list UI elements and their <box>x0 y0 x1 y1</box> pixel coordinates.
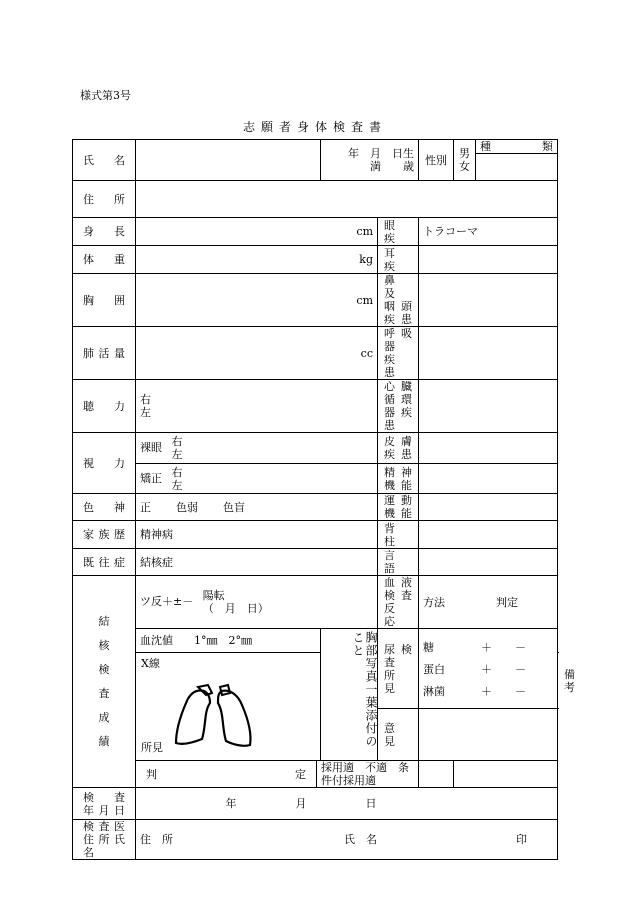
ear-disease-field[interactable] <box>419 246 558 274</box>
seal-label: 印 <box>516 833 527 846</box>
urine-item-list <box>423 637 553 703</box>
sex-field[interactable] <box>454 140 476 181</box>
hearing-left: 左 <box>140 406 151 419</box>
type-cell[interactable] <box>476 140 558 181</box>
method-label: 方法 <box>423 595 445 609</box>
exam-day: 日 <box>365 797 377 810</box>
urine-gonococcus-minus[interactable]: － <box>515 685 526 698</box>
respiratory-label <box>378 327 419 380</box>
spine-label: 背 柱 <box>378 521 419 549</box>
nose-throat-label <box>378 274 419 327</box>
hearing-label: 聴 力 <box>73 380 136 433</box>
cardio-label-line1: 心臓循環 <box>384 380 412 406</box>
cardio-field[interactable] <box>419 380 558 433</box>
urine-protein: 蛋白 <box>423 663 445 676</box>
exam-month: 月 <box>295 797 307 810</box>
respiratory-label-line1: 呼吸器 <box>384 327 412 353</box>
sex-female: 女 <box>459 160 470 173</box>
vision-naked-field[interactable] <box>136 433 378 464</box>
family-history-field[interactable] <box>136 521 378 549</box>
ear-disease-label: 耳 疾 <box>378 246 419 274</box>
lungs-diagram <box>168 681 258 761</box>
height-unit: cm <box>356 225 373 238</box>
chest-field[interactable] <box>136 274 378 327</box>
xray-field[interactable] <box>136 653 321 761</box>
chest-unit: cm <box>356 293 373 307</box>
height-label: 身 長 <box>73 218 136 246</box>
mental-function-label: 精神機能 <box>378 464 419 494</box>
decision-field[interactable] <box>317 761 419 788</box>
tb-results-text: 結核検査成績 <box>98 614 110 748</box>
chest-label: 胸 囲 <box>73 274 136 327</box>
vision-naked-label: 裸眼 <box>140 441 162 454</box>
decision-extra-field-2[interactable] <box>454 761 558 788</box>
respiratory-label-line2: 疾 患 <box>384 353 406 379</box>
mental-illness-text: 精神病 <box>140 528 173 541</box>
urine-label-line1: 尿検査 <box>384 642 412 669</box>
urine-protein-plus[interactable]: ＋ <box>481 663 492 676</box>
document-title: 志願者身体検査書 <box>242 120 387 134</box>
exam-date-label-line2: 年月日 <box>83 803 125 817</box>
lung-capacity-label: 肺活量 <box>73 327 136 380</box>
height-field[interactable] <box>136 218 378 246</box>
decision-label: 判 定 <box>136 761 317 788</box>
nose-label-line2: 咽頭疾患 <box>384 300 412 326</box>
vision-corrected-field[interactable] <box>136 464 378 494</box>
vision-corrected-label: 矯正 <box>140 471 162 485</box>
decision-extra-field[interactable] <box>419 761 454 788</box>
exam-date-label-line1: 検 査 <box>83 790 125 804</box>
color-blind[interactable]: 色盲 <box>223 500 245 514</box>
speech-label: 言 語 <box>378 549 419 576</box>
vision-label: 視 力 <box>73 433 136 494</box>
vision-naked-left: 左 <box>171 448 183 461</box>
xray-findings-label: 所見 <box>141 741 163 754</box>
tuberculin-label: ツ反＋±－ <box>140 595 194 608</box>
color-normal[interactable]: 正 <box>140 500 151 514</box>
mental-function-field[interactable] <box>419 464 558 494</box>
cardio-label-line2: 器疾患 <box>384 406 412 432</box>
respiratory-field[interactable] <box>419 327 558 380</box>
urine-label-line2: 所 見 <box>384 668 406 695</box>
lung-unit: cc <box>360 346 373 360</box>
type-label: 種 類 <box>476 140 557 154</box>
sex-label: 性別 <box>419 140 454 181</box>
urine-item <box>423 681 553 703</box>
name-label: 氏 名 <box>73 140 136 181</box>
address-field[interactable] <box>136 181 558 218</box>
hearing-right: 右 <box>140 393 151 406</box>
family-history-label: 家族歴 <box>73 521 136 549</box>
decision-options[interactable]: 採用適 不適 条件付採用適 <box>321 761 409 787</box>
blood-test-field[interactable] <box>419 576 558 629</box>
esr-label: 血沈値 <box>140 634 173 647</box>
blood-test-label <box>378 576 419 629</box>
esr-values: 1°㎜ 2°㎜ <box>194 634 252 647</box>
urine-item <box>423 637 553 659</box>
blood-label-line1: 血液検査 <box>384 576 412 602</box>
doctor-field[interactable] <box>136 820 558 860</box>
cardio-label <box>378 380 419 433</box>
judgement-label: 判定 <box>496 595 518 609</box>
color-weak[interactable]: 色弱 <box>176 500 198 514</box>
xray-note-cell <box>321 629 378 761</box>
trachoma-text: トラコーマ <box>423 225 478 238</box>
urine-sugar-minus[interactable]: － <box>515 641 526 654</box>
doctor-label-line2: 住所氏名 <box>83 833 125 859</box>
doctor-address-label: 住 所 <box>140 833 173 846</box>
opinion-field[interactable] <box>419 709 558 761</box>
urine-item <box>423 659 553 681</box>
weight-label: 体 重 <box>73 246 136 274</box>
nose-throat-field[interactable] <box>419 274 558 327</box>
blood-label-line2: 反 応 <box>384 602 406 628</box>
skin-disease-label: 皮膚疾患 <box>378 433 419 464</box>
past-history-field[interactable] <box>136 549 378 576</box>
tb-results-label <box>73 576 136 788</box>
vision-corrected-left: 左 <box>171 478 183 492</box>
urine-test-label <box>378 629 419 709</box>
vision-naked-right: 右 <box>171 435 183 448</box>
opinion-label: 意 見 <box>378 709 419 761</box>
age-line: 満 歳 <box>370 160 414 173</box>
weight-field[interactable] <box>136 246 378 274</box>
weight-unit: kg <box>359 253 373 266</box>
tuberculosis-text: 結核症 <box>140 555 173 569</box>
color-sense-field[interactable] <box>136 494 378 521</box>
urine-gonococcus: 淋菌 <box>423 685 445 698</box>
conversion-date: （ 月 日） <box>202 602 269 615</box>
doctor-name-label: 氏 名 <box>344 833 377 846</box>
spine-field[interactable] <box>419 521 558 549</box>
esr-field[interactable] <box>136 629 321 653</box>
sex-male: 男 <box>459 147 470 160</box>
color-sense-label: 色 神 <box>73 494 136 521</box>
urine-gonococcus-plus[interactable]: ＋ <box>481 685 492 698</box>
urine-test-field[interactable] <box>419 629 558 709</box>
vision-corrected-right: 右 <box>171 465 183 479</box>
nose-label-line1: 鼻 及 <box>384 274 406 300</box>
exam-form-table: 氏 名 年 月 日生 満 歳 性別 男 女 種 類 住 所 身 長 cm 眼 疾 トラコーマ 体 重 kg 耳 疾 胸 囲 cm 鼻 及 咽頭疾患 肺活量 cc 呼吸器 疾 患 聴 力 右 左 心臓循環 器疾患 視 力 裸眼 右 左 皮膚疾患 矯正 右 左 精神機能 色 神 正 色弱 色盲 運動機能 家族歴 精神病 背 柱 既往症 結核症 言 語 結核検査成績 ツ反＋±－ 陽転 （ 月 日） 血液検査 反 応 方法 判定 血沈値 1°㎜ 2°㎜ 胸部写真一葉添付のこと 尿検査 所 見 糖 ＋ － 蛋白 ＋ － 淋菌 ＋ － X線 所見 備 考 意 見 判 定 採用適 不適 条件付採用適 検 査 年月日 年 月 日 検査医 住所氏名 住 所 氏 名 印 <box>72 139 558 860</box>
doctor-label-line1: 検査医 <box>83 820 125 833</box>
motor-function-label: 運動機能 <box>378 494 419 521</box>
form-number: 様式第3号 <box>80 89 131 102</box>
name-field[interactable] <box>136 140 321 181</box>
conversion-label: 陽転 <box>202 589 225 602</box>
speech-field[interactable] <box>419 549 558 576</box>
birthdate-field[interactable] <box>321 140 419 181</box>
doctor-label <box>73 820 136 860</box>
urine-sugar-plus[interactable]: ＋ <box>481 641 492 654</box>
skin-disease-field[interactable] <box>419 433 558 464</box>
past-history-label: 既往症 <box>73 549 136 576</box>
address-label: 住 所 <box>73 181 136 218</box>
hearing-field[interactable] <box>136 380 378 433</box>
motor-function-field[interactable] <box>419 494 558 521</box>
tuberculin-field[interactable] <box>136 576 378 629</box>
exam-date-label <box>73 788 136 820</box>
exam-date-field[interactable] <box>136 788 558 820</box>
xray-label: X線 <box>141 657 160 670</box>
xray-note: 胸部写真一葉添付のこと <box>351 631 378 748</box>
urine-protein-minus[interactable]: － <box>515 663 526 676</box>
urine-sugar: 糖 <box>423 641 434 654</box>
exam-year: 年 <box>225 797 237 810</box>
eye-disease-label: 眼 疾 <box>378 218 419 246</box>
lung-capacity-field[interactable] <box>136 327 378 380</box>
birth-line: 年 月 日生 <box>348 147 414 160</box>
eye-disease-field[interactable] <box>419 218 558 246</box>
